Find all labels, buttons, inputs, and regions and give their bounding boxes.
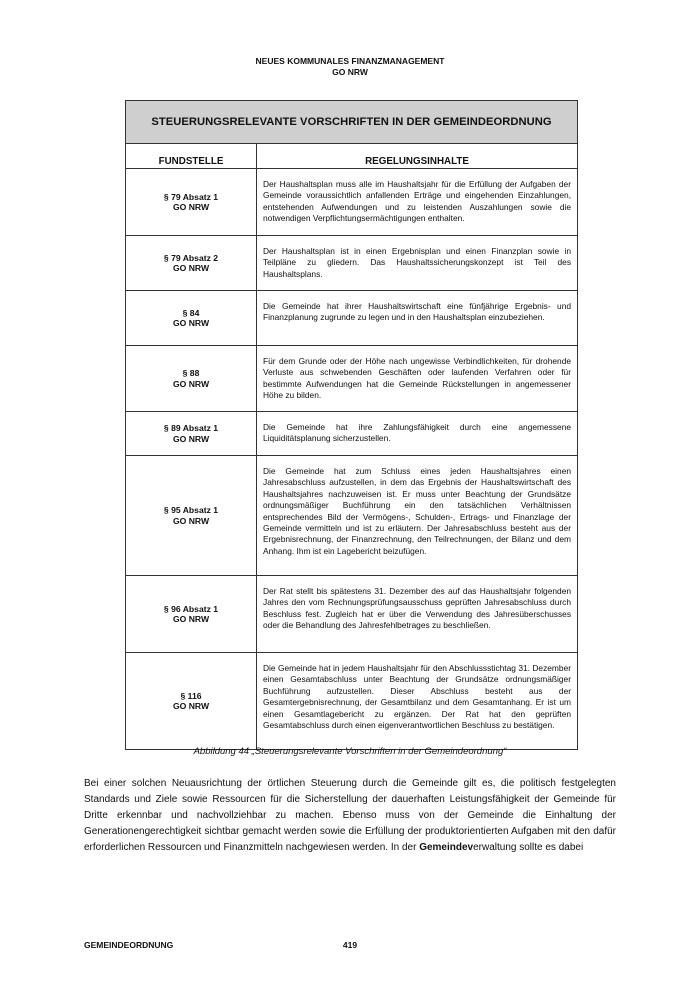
regelungsinhalt-cell: Für dem Grunde oder der Höhe nach ungewisse Verbindlichkeiten, für drohende Verluste aus schwebenden Geschäften oder laufenden Verfahren oder für bestimmte Aufwendungen hat die Gemeinde Rückstellungen in angemessener Höhe zu bilden. — [257, 346, 578, 412]
fundstelle-cell: § 95 Absatz 1 GO NRW — [126, 456, 257, 576]
table-row — [126, 412, 578, 456]
table-row — [126, 346, 578, 412]
paragraph-text-end: erwaltung sollte es dabei — [473, 842, 584, 853]
table-row — [126, 236, 578, 291]
table-row — [126, 169, 578, 236]
table-title: STEUERUNGSRELEVANTE VORSCHRIFTEN IN DER GEMEINDEORDNUNG — [126, 101, 578, 144]
footer-section-label: GEMEINDEORDNUNG — [84, 940, 174, 950]
header-line-1: NEUES KOMMUNALES FINANZMANAGEMENT — [255, 56, 445, 66]
regelungsinhalt-cell: Die Gemeinde hat zum Schluss eines jeden Haushaltsjahres einen Jahresabschluss aufzustellen, in dem das Ergebnis der Haushaltswirtschaft des Haushaltsjahres nachzuweisen ist. Er muss unter Beachtung der Grundsätze ordnungsmäßiger Buchführung ein den tatsächlichen Verhältnissen entsprechendes Bild der Vermögens-, Schulden-, Ertrags- und Finanzlage der Gemeinde vermitteln und ist zu erläutern. Der Jahresabschluss besteht aus der Ergebnisrechnung, der Finanzrechnung, den Teilrechnungen, der Bilanz und dem Anhang. Ihm ist ein Lagebericht beizufügen. — [257, 456, 578, 576]
table-row — [126, 456, 578, 576]
fundstelle-cell: § 116 GO NRW — [126, 653, 257, 750]
fundstelle-cell: § 84 GO NRW — [126, 291, 257, 346]
figure-caption: Abbildung 44 „Steuerungsrelevante Vorschriften in der Gemeindeordnung“ — [193, 746, 507, 757]
fundstelle-cell: § 89 Absatz 1 GO NRW — [126, 412, 257, 456]
fundstelle-cell: § 96 Absatz 1 GO NRW — [126, 576, 257, 653]
paragraph-text: Bei einer solchen Neuausrichtung der örtlichen Steuerung durch die Gemeinde gilt es, die politisch festgelegten Standards und Ziele sowie Ressourcen für die Sicherstellung der dauerhaften Leistungsfähigkeit der Gemeinde für Dritte erkennbar und nachvollziehbar zu machen. Ebenso muss von der Gemeinde die Einhaltung der Generationengerechtigkeit sichtbar gemacht werden sowie die Erfüllung der produktorientierten Aufgaben mit den dafür erforderlichen Ressourcen und Finanzmitteln nachgewiesen werden. In der — [84, 778, 616, 853]
regelungsinhalt-cell: Die Gemeinde hat ihre Zahlungsfähigkeit durch eine angemessene Liquiditätsplanung sicherzustellen. — [257, 412, 578, 456]
regelungsinhalt-cell: Der Haushaltsplan muss alle im Haushaltsjahr für die Erfüllung der Aufgaben der Gemeinde voraussichtlich anfallenden Erträge und eingehenden Einzahlungen, entstehenden Aufwendungen und zu leistenden Auszahlungen sowie die notwendigen Verpflichtungsermächtigungen enthalten. — [257, 169, 578, 236]
table-row — [126, 291, 578, 346]
regelungsinhalt-cell: Der Haushaltsplan ist in einen Ergebnisplan und einen Finanzplan sowie in Teilpläne zu gliedern. Das Haushaltssicherungskonzept ist Teil des Haushaltsplans. — [257, 236, 578, 291]
column-header-fundstelle: FUNDSTELLE — [126, 144, 257, 169]
page-number: 419 — [342, 940, 358, 950]
fundstelle-cell: § 79 Absatz 2 GO NRW — [126, 236, 257, 291]
regelungsinhalt-cell: Der Rat stellt bis spätestens 31. Dezember des auf das Haushaltsjahr folgenden Jahres den vom Rechnungsprüfungsausschuss geprüften Jahresabschluss durch Beschluss fest. Zugleich hat er über die Verwendung des Jahresüberschusses oder die Behandlung des Jahresfehlbetrages zu beschließen. — [257, 576, 578, 653]
regelungsinhalt-cell: Die Gemeinde hat ihrer Haushaltswirtschaft eine fünfjährige Ergebnis- und Finanzplanung zugrunde zu legen und in den Haushaltsplan einzubeziehen. — [257, 291, 578, 346]
regulations-table — [125, 100, 578, 750]
paragraph-bold-text: Gemeindev — [419, 842, 474, 853]
fundstelle-cell: § 79 Absatz 1 GO NRW — [126, 169, 257, 236]
body-paragraph — [84, 776, 616, 856]
regelungsinhalt-cell: Die Gemeinde hat in jedem Haushaltsjahr für den Abschlussstichtag 31. Dezember einen Gesamtabschluss unter Beachtung der Grundsätze ordnungsmäßiger Buchführung aufzustellen. Dieser Abschluss besteht aus der Gesamtergebnisrechnung, der Gesamtbilanz und dem Gesamtanhang. Er ist um einen Gesamtlagebericht zu ergänzen. Der Rat hat den geprüften Gesamtabschluss durch einen eigenverantwortlichen Beschluss zu bestätigen. — [257, 653, 578, 750]
page-header — [0, 56, 700, 78]
header-line-2: GO NRW — [332, 67, 368, 77]
table-row — [126, 576, 578, 653]
table-row — [126, 653, 578, 750]
fundstelle-cell: § 88 GO NRW — [126, 346, 257, 412]
column-header-regelungsinhalte: REGELUNGSINHALTE — [257, 144, 578, 169]
